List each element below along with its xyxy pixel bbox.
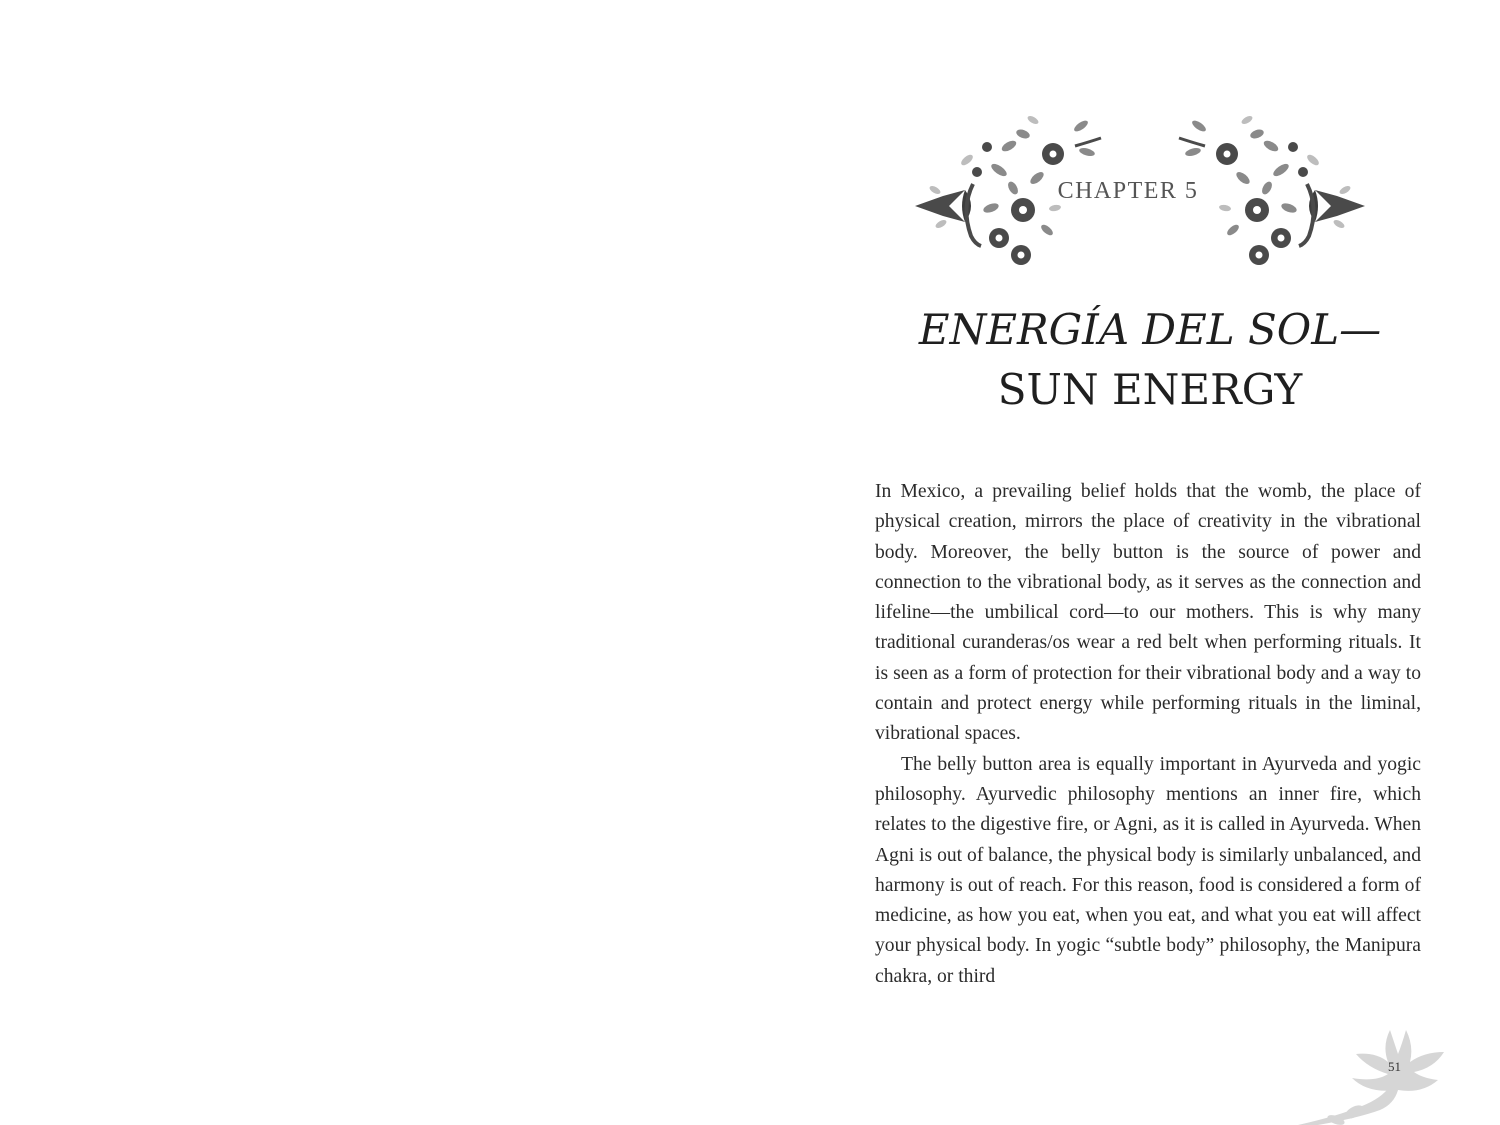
flower bbox=[1042, 143, 1064, 165]
page-number: 51 bbox=[1388, 1059, 1401, 1074]
paragraph: The belly button area is equally important in Ayurveda and yogic philosophy. Ayurvedic philosophy mentions an inner fire, which relates to the digestive fire, or Agni, as it is called in Ayurveda. When Agni is out of balance, the physical body is similarly unbalanced, and harmony is out of reach. For this reason, food is considered a form of medicine, as how you eat, when you eat, and what you eat will affect your physical body. In yogic “subtle body” philosophy, the Manipura chakra, or third bbox=[875, 753, 1421, 987]
chapter-title-english: SUN ENERGY bbox=[997, 365, 1303, 414]
chapter-title bbox=[870, 300, 1430, 420]
paragraph: In Mexico, a prevailing belief holds that the womb, the place of physical creation, mirrors the place of creativity in the vibrational body. Moreover, the belly button is the source of power and connection to the vibrational body, as it serves as the connection and lifeline—the umbilical cord—to our mothers. This is why many traditional curanderas/os wear a red belt when performing rituals. It is seen as a form of protection for their vibrational body and a way to contain and protect energy while performing rituals in the liminal, vibrational spaces. bbox=[875, 481, 1421, 745]
chapter-title-spanish: ENERGÍA DEL SOL— bbox=[918, 305, 1382, 354]
right-page bbox=[750, 0, 1500, 1125]
body-text bbox=[875, 477, 1421, 992]
floral-ornament-right-icon bbox=[1175, 112, 1375, 272]
chapter-label: CHAPTER 5 bbox=[1057, 178, 1199, 204]
